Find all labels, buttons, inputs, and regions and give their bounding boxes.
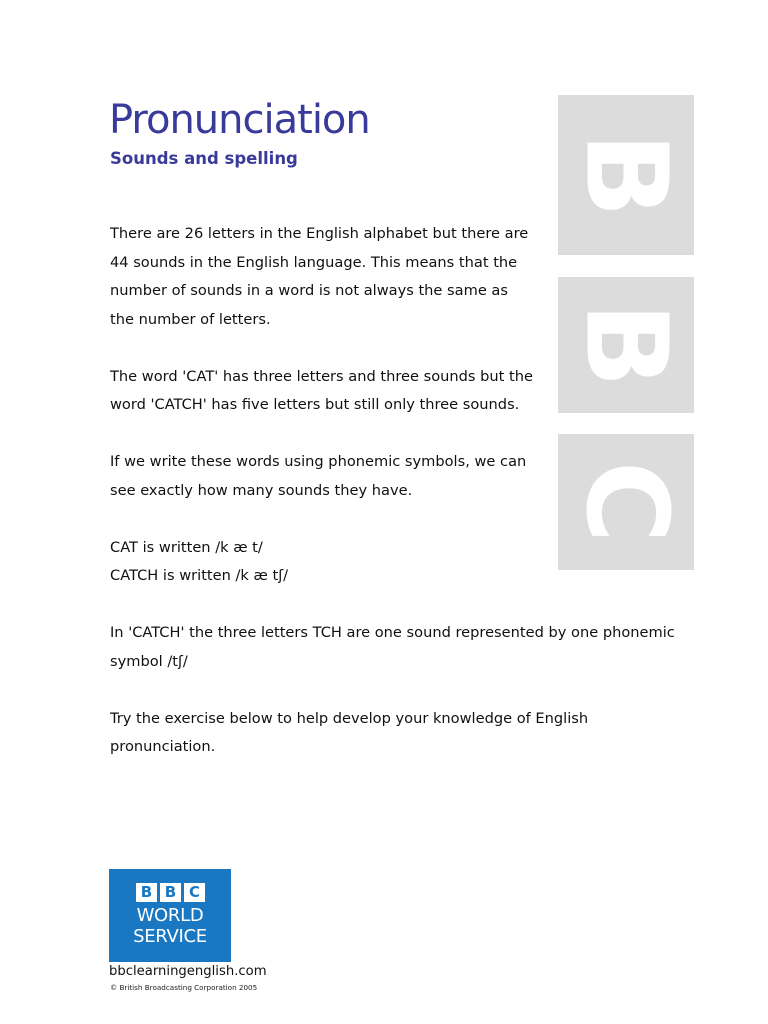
paragraph-tch [110,619,675,676]
bbc-side-block-b2 [558,277,694,413]
bbc-side-letter: C [560,460,691,544]
copyright-notice: © British Broadcasting Corporation 2005 [110,983,258,992]
paragraph-cat-catch [110,363,580,420]
text-line: The word 'CAT' has three letters and three sounds but the [110,367,533,385]
bbc-side-letter: B [561,132,691,218]
bbc-side-letter: B [561,302,691,388]
example-cat: CAT is written /k æ t/ [110,538,263,556]
text-line: There are 26 letters in the English alphabet but there are [110,225,529,242]
page-title: Pronunciation [109,97,370,143]
bbc-letter-blocks [136,883,205,902]
paragraph-examples [110,534,580,591]
paragraph-exercise [110,705,589,762]
text-line: pronunciation. [110,738,216,755]
body-text [110,220,675,790]
bbc-letter-box: B [160,883,181,902]
bbc-world-service-logo [109,869,231,962]
text-line: the number of letters. [110,310,271,328]
text-line: Try the exercise below to help develop your knowledge of English [110,709,589,727]
text-line: see exactly how many sounds they have. [110,481,413,499]
text-line: If we write these words using phonemic symbols, we can [110,453,527,470]
bbc-side-block-c [558,434,694,570]
site-url: bbclearningenglish.com [109,964,267,979]
example-catch: CATCH is written /k æ tʃ/ [110,567,289,584]
paragraph-phonemic [110,448,580,505]
bbc-letter-box: B [136,883,157,902]
text-line: word 'CATCH' has five letters but still only three sounds. [110,396,520,413]
bbc-letter-box: C [184,883,205,902]
text-line: symbol /tʃ/ [110,652,188,670]
bbc-side-block-b1 [558,95,694,255]
text-line: In 'CATCH' the three letters TCH are one sound represented by one phonemic [110,624,675,641]
page-subtitle: Sounds and spelling [110,149,298,168]
paragraph-alphabet [110,220,580,334]
logo-line-world: WORLD [136,905,204,926]
logo-line-service: SERVICE [133,926,207,947]
text-line: number of sounds in a word is not always the same as [110,282,508,299]
text-line: 44 sounds in the English language. This means that the [110,253,518,271]
